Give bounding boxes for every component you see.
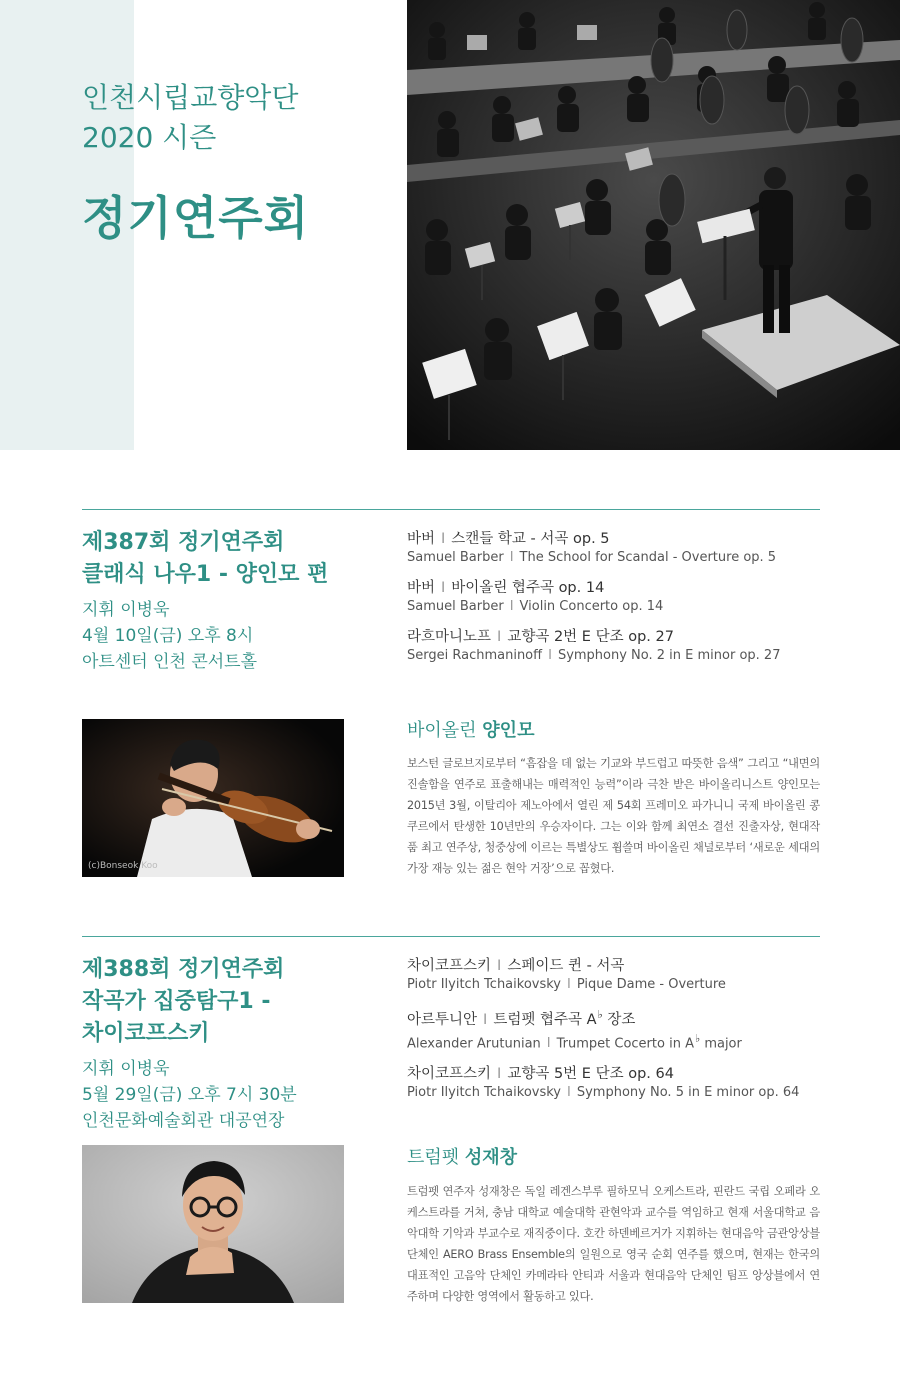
venue-line: 아트센터 인천 콘서트홀 — [82, 652, 258, 672]
program-item — [407, 627, 827, 665]
concert-info — [82, 597, 382, 675]
soloist-name: 성재창 — [464, 1147, 518, 1168]
composer-ko: 차이코프스키 — [407, 958, 492, 974]
soloist-bio: 보스턴 글로브지로부터 “흠잡을 데 없는 기교와 부드럽고 따뜻한 음색” 그리고 “내면의 진솔함을 연주로 표출해내는 매력적인 능력”이라 극찬 받은 바이올리니스트 양인모는 2015년 3월, 이탈리아 제노아에서 열린 제 54회 프레미오 파가니니 국제 바이올린 콩쿠르에서 탄생한 10년만의 우승자이다. 그는 이와 함께 최연소 결선 진출자상, 현대작품 최고 연주상, 청중상에 이르는 특별상도 휩쓸며 바이올린 채널로부터 ‘새로운 세대의 가장 재능 있는 젊은 현악 거장’으로 꼽혔다. — [407, 757, 820, 875]
separator: I — [567, 1085, 571, 1101]
orchestra-photo — [407, 0, 900, 450]
composer-ko: 바버 — [407, 580, 436, 596]
concert-subtitle: 작곡가 집중탐구1 - — [82, 989, 271, 1014]
separator: I — [441, 531, 446, 547]
date-line: 5월 29일(금) 오후 7시 30분 — [82, 1085, 297, 1105]
work-ko: 트럼펫 협주곡 A — [493, 1011, 597, 1028]
work-en: Pique Dame - Overture — [576, 977, 726, 992]
section-divider — [82, 936, 820, 937]
work-en: Violin Concerto op. 14 — [519, 599, 664, 614]
soloist-bio: 트럼펫 연주자 성재창은 독일 레겐스부루 필하모닉 오케스트라, 핀란드 국립 오페라 오케스트라를 거쳐, 충남 대학교 예술대학 관현악과 교수를 역임하고 현재 서울대학교 음악대학 기악과 부교수로 재직중이다. 호칸 하덴베르거가 지휘하는 현대음악 금관앙상블 단체인 AERO Brass Ensemble의 일원으로 영국 순회 연주를 했으며, 현재는 한국의 대표적인 고음악 단체인 카메라타 안티과 서울과 현대음악 단체인 팀프 앙상블에서 연주하며 다양한 영역에서 활동하고 있다. — [407, 1185, 820, 1303]
season-label: 2020 시즌 — [82, 121, 217, 154]
separator: I — [546, 1036, 551, 1052]
composer-ko: 바버 — [407, 531, 436, 547]
program-item — [407, 578, 827, 616]
soloist-name: 양인모 — [482, 720, 535, 741]
flat-sign: ♭ — [597, 1008, 603, 1021]
section-divider — [82, 509, 820, 510]
photo-credit: (c)Bonseok Koo — [88, 861, 158, 871]
work-ko: 스캔들 학교 - 서곡 op. 5 — [451, 531, 610, 547]
program-list — [407, 956, 827, 1113]
concert-number: 제388회 정기연주회 — [82, 957, 285, 982]
work-en-tail: major — [704, 1036, 742, 1052]
season-title — [82, 78, 298, 158]
soloist-instrument: 트럼펫 — [407, 1147, 460, 1168]
composer-ko: 라흐마니노프 — [407, 629, 492, 645]
concert-info — [82, 1056, 382, 1134]
work-en: Symphony No. 5 in E minor op. 64 — [576, 1085, 800, 1101]
work-ko-tail: 장조 — [607, 1011, 636, 1028]
program-item — [407, 1005, 827, 1053]
composer-ko: 아르투니안 — [407, 1011, 478, 1028]
soloist-photo-violin — [82, 719, 344, 877]
separator: I — [497, 958, 502, 974]
composer-en: Samuel Barber — [407, 599, 504, 614]
work-ko: 교향곡 2번 E 단조 op. 27 — [507, 629, 674, 645]
separator: I — [548, 648, 552, 663]
composer-en: Piotr Ilyitch Tchaikovsky — [407, 977, 562, 992]
orchestra-name: 인천시립교향악단 — [82, 81, 299, 114]
composer-en: Alexander Arutunian — [407, 1036, 541, 1052]
concert-subtitle-cont: 차이코프스키 — [82, 1021, 210, 1046]
conductor-line: 지휘 이병욱 — [82, 1059, 170, 1079]
venue-line: 인천문화예술회관 대공연장 — [82, 1111, 285, 1131]
work-ko: 스페이드 퀸 - 서곡 — [507, 958, 625, 974]
separator: I — [567, 977, 571, 992]
separator: I — [497, 629, 502, 645]
concert-title — [82, 954, 382, 1050]
separator: I — [497, 1066, 502, 1083]
concert-number: 제387회 정기연주회 — [82, 530, 285, 555]
composer-en: Sergei Rachmaninoff — [407, 648, 543, 663]
soloist-heading — [407, 1143, 517, 1169]
concert-subtitle: 클래식 나우1 - 양인모 편 — [82, 562, 329, 587]
separator: I — [441, 580, 446, 596]
date-line: 4월 10일(금) 오후 8시 — [82, 626, 254, 646]
concert-title — [82, 527, 382, 591]
main-heading: 정기연주회 — [82, 191, 310, 245]
soloist-instrument: 바이올린 — [407, 720, 477, 741]
composer-ko: 차이코프스키 — [407, 1066, 492, 1083]
work-ko: 교향곡 5번 E 단조 op. 64 — [507, 1066, 674, 1083]
program-item — [407, 956, 827, 994]
work-en: The School for Scandal - Overture op. 5 — [519, 550, 777, 565]
work-ko: 바이올린 협주곡 op. 14 — [451, 580, 605, 596]
separator: I — [509, 550, 514, 565]
soloist-photo-trumpet — [82, 1145, 344, 1303]
composer-en: Piotr Ilyitch Tchaikovsky — [407, 1085, 562, 1101]
flat-sign: ♭ — [694, 1031, 701, 1045]
soloist-heading — [407, 716, 534, 742]
program-item — [407, 1064, 827, 1102]
separator: I — [509, 599, 514, 614]
work-en: Symphony No. 2 in E minor op. 27 — [557, 648, 781, 663]
program-item — [407, 529, 827, 567]
conductor-line: 지휘 이병욱 — [82, 600, 170, 620]
program-list — [407, 529, 827, 676]
separator: I — [483, 1011, 488, 1028]
work-en: Trumpet Cocerto in A — [556, 1036, 694, 1052]
composer-en: Samuel Barber — [407, 550, 504, 565]
